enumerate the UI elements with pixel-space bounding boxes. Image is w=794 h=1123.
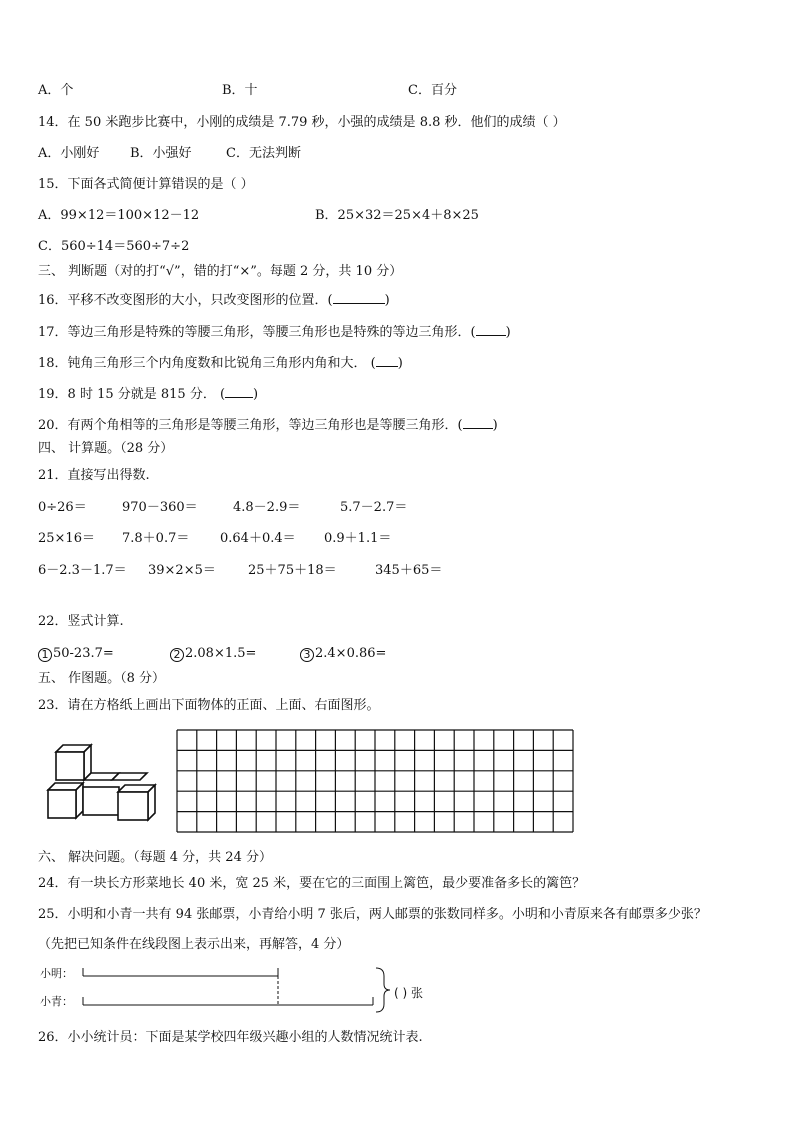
q22-item-2: [170, 646, 256, 662]
q18: [38, 354, 403, 372]
q25-text: 25．小明和小青一共有 94 张邮票，小青给小明 7 张后，两人邮票的张数同样多。小明和小青原来各有邮票多少张？: [38, 907, 707, 922]
q21-r3-c2: 39×2×5＝: [148, 563, 216, 578]
q14-option-a: A．小刚好: [38, 146, 100, 161]
q20: [38, 416, 498, 434]
q16-text: 16．平移不改变图形的大小，只改变图形的位置．(: [38, 293, 333, 308]
q15-option-a: A．99×12＝100×12－12: [38, 208, 200, 223]
q15-option-c: C．560÷14＝560÷7÷2: [38, 239, 190, 254]
q26-text: 26．小小统计员：下面是某学校四年级兴趣小组的人数情况统计表.: [38, 1030, 423, 1045]
q14-option-c: C．无法判断: [226, 146, 301, 161]
q21-r1-c4: 5.7－2.7＝: [340, 500, 408, 515]
q20-answer-blank[interactable]: [463, 416, 493, 429]
q19-answer-blank[interactable]: [225, 385, 253, 398]
q18-text: 18．钝角三角形三个内角度数和比锐角三角形内角和大． (: [38, 356, 376, 371]
q22-item-2-expr: 2.08×1.5=: [185, 646, 257, 661]
q22-item-3-expr: 2.4×0.86=: [315, 646, 387, 661]
q13-option-c: C．百分: [408, 83, 457, 98]
section-3-heading: 三、 判断题（对的打“√”，错的打“×”。每题 2 分，共 10 分）: [38, 264, 403, 279]
q21-r1-c3: 4.8－2.9＝: [233, 500, 301, 515]
label-xiaoming: 小明：: [40, 967, 73, 980]
q21-r3-c1: 6－2.3－1.7＝: [38, 563, 127, 578]
q17-answer-blank[interactable]: [476, 323, 506, 336]
q16: [38, 291, 390, 309]
q21-r3-c4: 345＋65＝: [375, 563, 443, 578]
q22-item-3-number: 3: [300, 648, 314, 662]
q15-option-b: B．25×32＝25×4＋8×25: [315, 208, 479, 223]
q25-note: （先把已知条件在线段图上表示出来，再解答，4 分）: [38, 937, 350, 952]
q22-item-1-number: 1: [38, 648, 52, 662]
label-xiaoqing: 小青：: [40, 995, 73, 1008]
q22-stem: 22．竖式计算.: [38, 614, 124, 629]
section-5-heading: 五、 作图题。（8 分）: [38, 671, 166, 686]
q13-option-b: B．十: [222, 83, 258, 98]
q23-stem: 23．请在方格纸上画出下面物体的正面、上面、右面图形。: [38, 698, 380, 713]
q22-item-1-expr: 50-23.7=: [53, 646, 114, 661]
q21-r1-c2: 970－360＝: [122, 500, 198, 515]
q17-close: ): [505, 325, 511, 340]
section-6-heading: 六、 解决问题。（每题 4 分，共 24 分）: [38, 850, 272, 865]
q18-close: ): [397, 356, 403, 371]
q24-text: 24．有一块长方形菜地长 40 米，宽 25 米，要在它的三面围上篱笆，最少要准备多长的篱笆？: [38, 876, 586, 891]
q19-text: 19．8 时 15 分就是 815 分． (: [38, 387, 226, 402]
q19-close: ): [253, 387, 259, 402]
q21-r2-c3: 0.64＋0.4＝: [220, 531, 296, 546]
q21-r2-c4: 0.9＋1.1＝: [324, 531, 392, 546]
q13-option-a: A．个: [38, 83, 74, 98]
q21-stem: 21．直接写出得数.: [38, 468, 150, 483]
q20-close: ): [492, 418, 498, 433]
q22-item-2-number: 2: [170, 648, 184, 662]
q14-stem: 14．在 50 米跑步比赛中，小刚的成绩是 7.79 秒，小强的成绩是 8.8 秒．他们的成绩（ ）: [38, 115, 566, 130]
q17-text: 17．等边三角形是特殊的等腰三角形，等腰三角形也是特殊的等边三角形．(: [38, 325, 476, 340]
section-4-heading: 四、 计算题。（28 分）: [38, 441, 174, 456]
q21-r3-c3: 25＋75＋18＝: [248, 563, 337, 578]
q17: [38, 323, 511, 341]
q14-option-b: B．小强好: [130, 146, 192, 161]
grid-paper[interactable]: [176, 729, 576, 833]
cube-stack-figure: [44, 740, 164, 830]
segment-lines: [38, 960, 398, 1018]
q16-close: ): [384, 293, 390, 308]
q21-r2-c2: 7.8＋0.7＝: [122, 531, 190, 546]
segment-diagram: [38, 960, 498, 1018]
q18-answer-blank[interactable]: [376, 354, 398, 367]
bracket-answer[interactable]: ( ) 张: [394, 986, 423, 1000]
q22-item-1: [38, 646, 114, 662]
q22-item-3: [300, 646, 386, 662]
q20-text: 20．有两个角相等的三角形是等腰三角形，等边三角形也是等腰三角形．(: [38, 418, 463, 433]
q16-answer-blank[interactable]: [333, 291, 385, 304]
q15-stem: 15．下面各式简便计算错误的是（ ）: [38, 177, 254, 192]
q21-r1-c1: 0÷26＝: [38, 500, 87, 515]
q19: [38, 385, 258, 403]
q21-r2-c1: 25×16＝: [38, 531, 95, 546]
